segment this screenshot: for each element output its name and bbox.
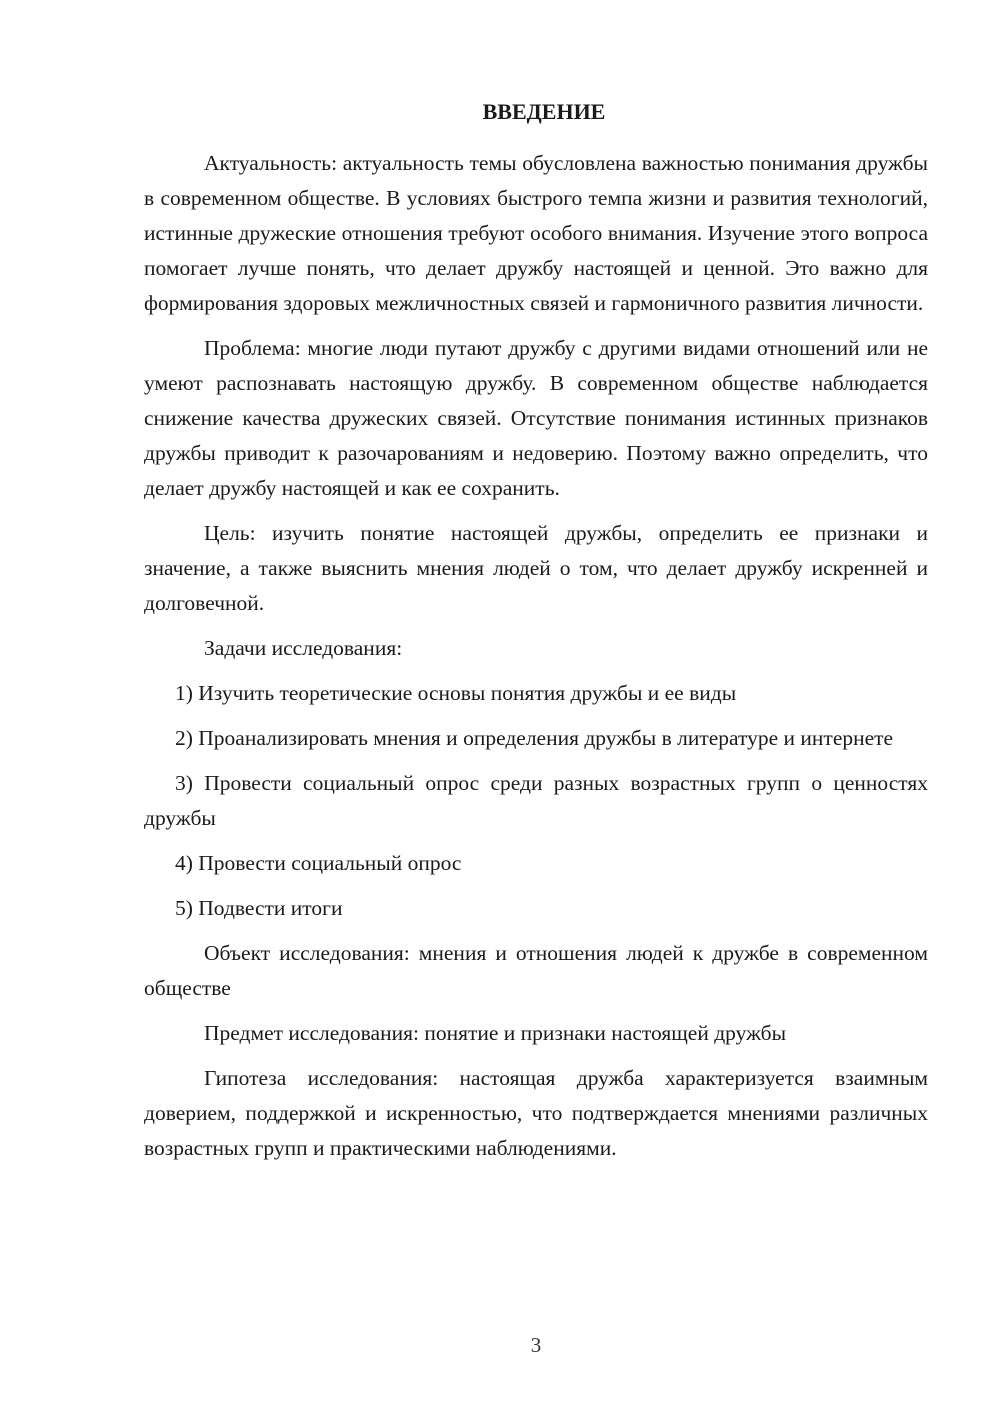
task-item-1: 1) Изучить теоретические основы понятия дружбы и ее виды	[175, 681, 737, 705]
tasks-title: Задачи исследования:	[204, 636, 403, 660]
problem-paragraph: Проблема: многие люди путают дружбу с другими видами отношений или не умеют распознавать настоящую дружбу. В современном обществе наблюдается снижение качества дружеских связей. Отсутствие понимания истинных признаков дружбы приводит к разочарованиям и недоверию. Поэтому важно определить, что делает дружбу настоящей и как ее сохранить.	[144, 336, 928, 500]
goal-paragraph: Цель: изучить понятие настоящей дружбы, определить ее признаки и значение, а также выяснить мнения людей о том, что делает дружбу искренней и долговечной.	[144, 521, 928, 615]
section-heading: ВВЕДЕНИЕ	[482, 99, 606, 124]
object-paragraph: Объект исследования: мнения и отношения людей к дружбе в современном обществе	[144, 941, 928, 1000]
task-item-4: 4) Провести социальный опрос	[175, 851, 462, 875]
document-page	[144, 92, 928, 1176]
task-item-5: 5) Подвести итоги	[175, 896, 343, 920]
subject-paragraph: Предмет исследования: понятие и признаки настоящей дружбы	[204, 1021, 787, 1045]
relevance-paragraph: Актуальность: актуальность темы обусловлена важностью понимания дружбы в современном обществе. В условиях быстрого темпа жизни и развития технологий, истинные дружеские отношения требуют особого внимания. Изучение этого вопроса помогает лучше понять, что делает дружбу настоящей и ценной. Это важно для формирования здоровых межличностных связей и гармоничного развития личности.	[144, 151, 928, 315]
task-item-3: 3) Провести социальный опрос среди разных возрастных групп о ценностях дружбы	[144, 771, 928, 830]
hypothesis-paragraph: Гипотеза исследования: настоящая дружба характеризуется взаимным доверием, поддержкой и искренностью, что подтверждается мнениями различных возрастных групп и практическими наблюдениями.	[144, 1066, 928, 1160]
task-item-2: 2) Проанализировать мнения и определения дружбы в литературе и интернете	[175, 726, 894, 750]
page-number: 3	[530, 1333, 542, 1357]
